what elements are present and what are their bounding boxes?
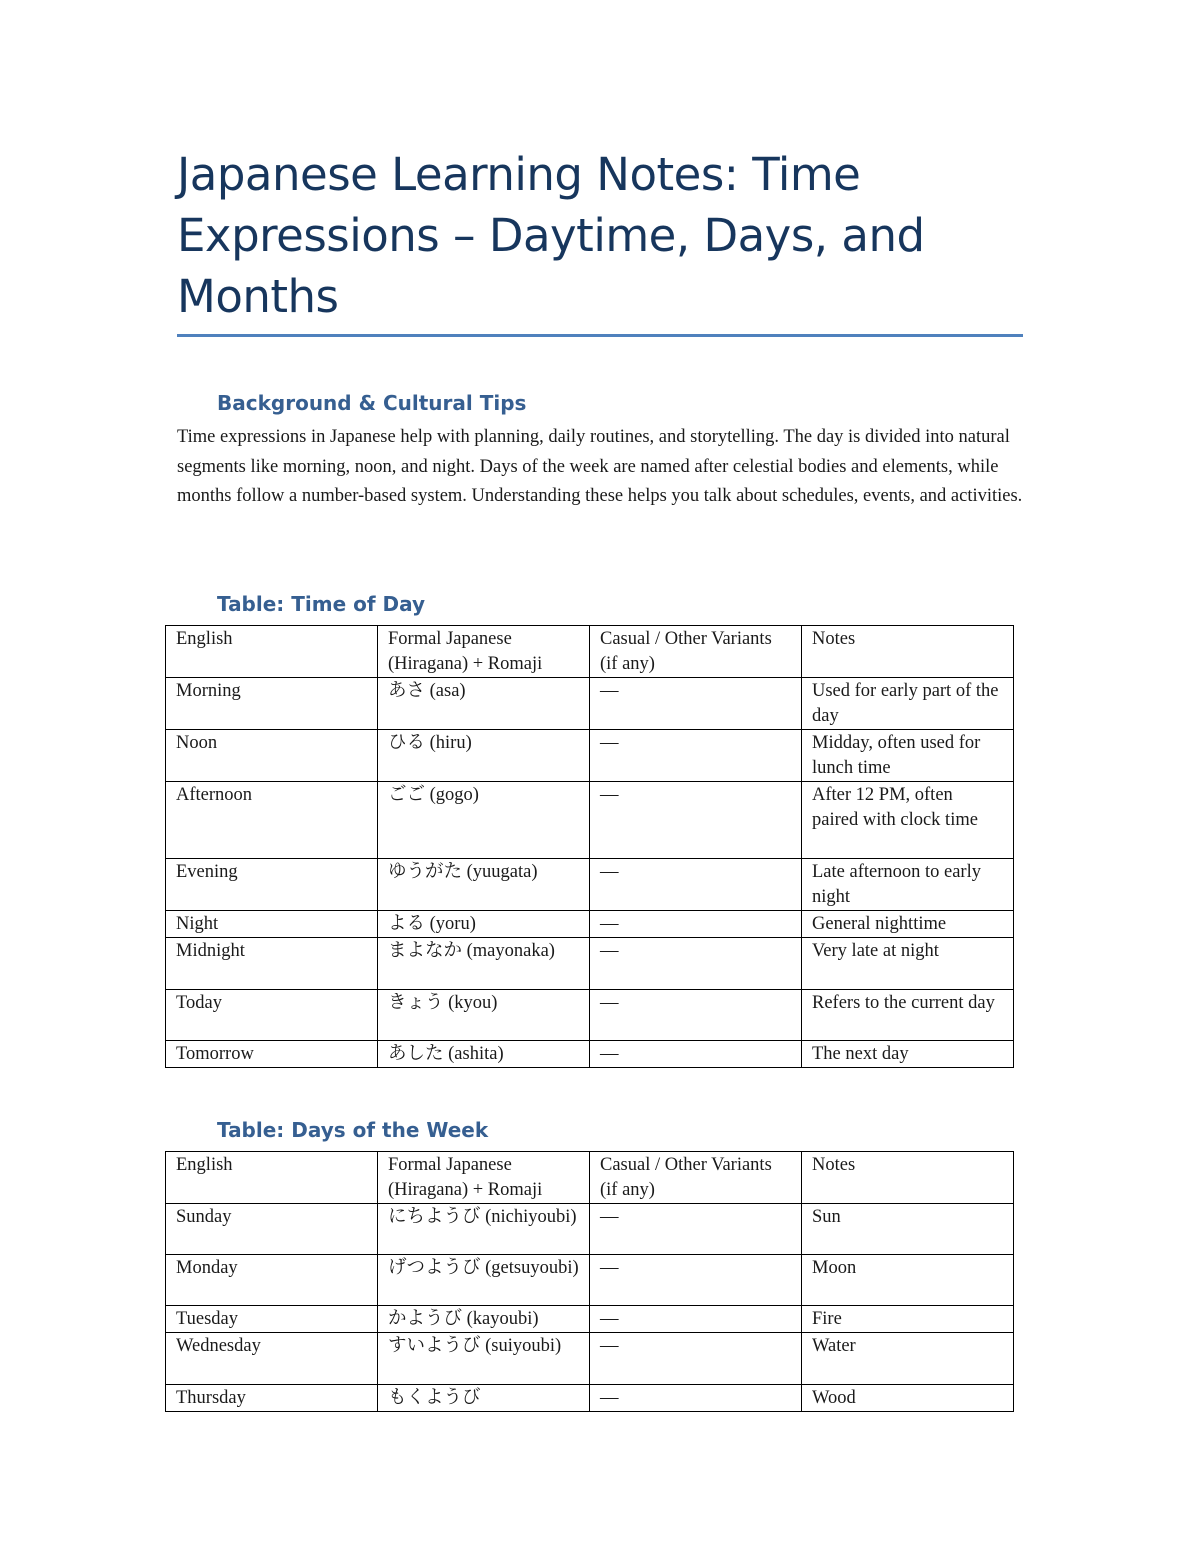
table-row	[166, 1204, 1014, 1255]
header-cell-english: English	[166, 626, 378, 678]
time-of-day-table	[165, 625, 1014, 1068]
cell-english: Morning	[166, 678, 378, 730]
cell-notes: Very late at night	[802, 938, 1014, 990]
table-row	[166, 678, 1014, 730]
table-row	[166, 1041, 1014, 1068]
document-title: Japanese Learning Notes: Time Expressions – Daytime, Days, and Months	[177, 148, 925, 323]
cell-notes: Water	[802, 1333, 1014, 1385]
days-of-week-table	[165, 1151, 1014, 1412]
cell-notes: Fire	[802, 1306, 1014, 1333]
table-row	[166, 730, 1014, 782]
table-row	[166, 1385, 1014, 1412]
cell-notes: General nighttime	[802, 911, 1014, 938]
cell-notes: Wood	[802, 1385, 1014, 1412]
cell-notes: Late afternoon to early night	[802, 859, 1014, 911]
cell-formal-japanese: にちようび (nichiyoubi)	[378, 1204, 590, 1255]
cell-english: Noon	[166, 730, 378, 782]
header-cell-notes: Notes	[802, 1152, 1014, 1204]
cell-notes: Midday, often used for lunch time	[802, 730, 1014, 782]
cell-casual-variant: —	[590, 859, 802, 911]
header-cell-formal-japanese: Formal Japanese (Hiragana) + Romaji	[378, 1152, 590, 1204]
cell-english: Sunday	[166, 1204, 378, 1255]
cell-english: Night	[166, 911, 378, 938]
cell-casual-variant: —	[590, 730, 802, 782]
table-row	[166, 911, 1014, 938]
cell-english: Today	[166, 990, 378, 1041]
cell-casual-variant: —	[590, 1333, 802, 1385]
table-header-row	[166, 626, 1014, 678]
table-row	[166, 782, 1014, 859]
cell-english: Afternoon	[166, 782, 378, 859]
cell-english: Tuesday	[166, 1306, 378, 1333]
table-row	[166, 1255, 1014, 1306]
header-cell-notes: Notes	[802, 626, 1014, 678]
title-divider	[177, 334, 1023, 337]
cell-english: Monday	[166, 1255, 378, 1306]
table-row	[166, 1333, 1014, 1385]
time-of-day-heading: Table: Time of Day	[217, 592, 426, 616]
time-of-day-table-body	[166, 626, 1014, 1068]
cell-english: Thursday	[166, 1385, 378, 1412]
cell-casual-variant: —	[590, 911, 802, 938]
cell-formal-japanese: きょう (kyou)	[378, 990, 590, 1041]
days-of-week-table-body	[166, 1152, 1014, 1412]
cell-notes: After 12 PM, often paired with clock time	[802, 782, 1014, 859]
cell-formal-japanese: げつようび (getsuyoubi)	[378, 1255, 590, 1306]
header-cell-english: English	[166, 1152, 378, 1204]
background-heading: Background & Cultural Tips	[217, 391, 527, 415]
cell-formal-japanese: ごご (gogo)	[378, 782, 590, 859]
cell-casual-variant: —	[590, 1385, 802, 1412]
cell-casual-variant: —	[590, 1041, 802, 1068]
cell-formal-japanese: すいようび (suiyoubi)	[378, 1333, 590, 1385]
cell-casual-variant: —	[590, 1204, 802, 1255]
cell-casual-variant: —	[590, 782, 802, 859]
cell-casual-variant: —	[590, 1255, 802, 1306]
header-cell-casual-variant: Casual / Other Variants (if any)	[590, 1152, 802, 1204]
table-row	[166, 859, 1014, 911]
cell-formal-japanese: ゆうがた (yuugata)	[378, 859, 590, 911]
cell-casual-variant: —	[590, 1306, 802, 1333]
cell-formal-japanese: あした (ashita)	[378, 1041, 590, 1068]
cell-notes: Used for early part of the day	[802, 678, 1014, 730]
cell-english: Tomorrow	[166, 1041, 378, 1068]
table-row	[166, 1306, 1014, 1333]
cell-formal-japanese: ひる (hiru)	[378, 730, 590, 782]
cell-formal-japanese: まよなか (mayonaka)	[378, 938, 590, 990]
cell-casual-variant: —	[590, 678, 802, 730]
cell-english: Evening	[166, 859, 378, 911]
table-row	[166, 990, 1014, 1041]
background-paragraph: Time expressions in Japanese help with planning, daily routines, and storytelling. The day is divided into natural segments like morning, noon, and night. Days of the week are named after celestial bodies and elements, while months follow a number-based system. Understanding these helps you talk about schedules, events, and activities.	[177, 427, 1023, 506]
cell-english: Midnight	[166, 938, 378, 990]
days-of-week-heading: Table: Days of the Week	[217, 1118, 489, 1142]
cell-notes: Moon	[802, 1255, 1014, 1306]
cell-formal-japanese: かようび (kayoubi)	[378, 1306, 590, 1333]
cell-formal-japanese: よる (yoru)	[378, 911, 590, 938]
cell-formal-japanese: もくようび	[378, 1385, 590, 1412]
table-header-row	[166, 1152, 1014, 1204]
cell-casual-variant: —	[590, 990, 802, 1041]
cell-english: Wednesday	[166, 1333, 378, 1385]
header-cell-formal-japanese: Formal Japanese (Hiragana) + Romaji	[378, 626, 590, 678]
header-cell-casual-variant: Casual / Other Variants (if any)	[590, 626, 802, 678]
cell-notes: Sun	[802, 1204, 1014, 1255]
cell-notes: The next day	[802, 1041, 1014, 1068]
table-row	[166, 938, 1014, 990]
cell-casual-variant: —	[590, 938, 802, 990]
cell-formal-japanese: あさ (asa)	[378, 678, 590, 730]
cell-notes: Refers to the current day	[802, 990, 1014, 1041]
